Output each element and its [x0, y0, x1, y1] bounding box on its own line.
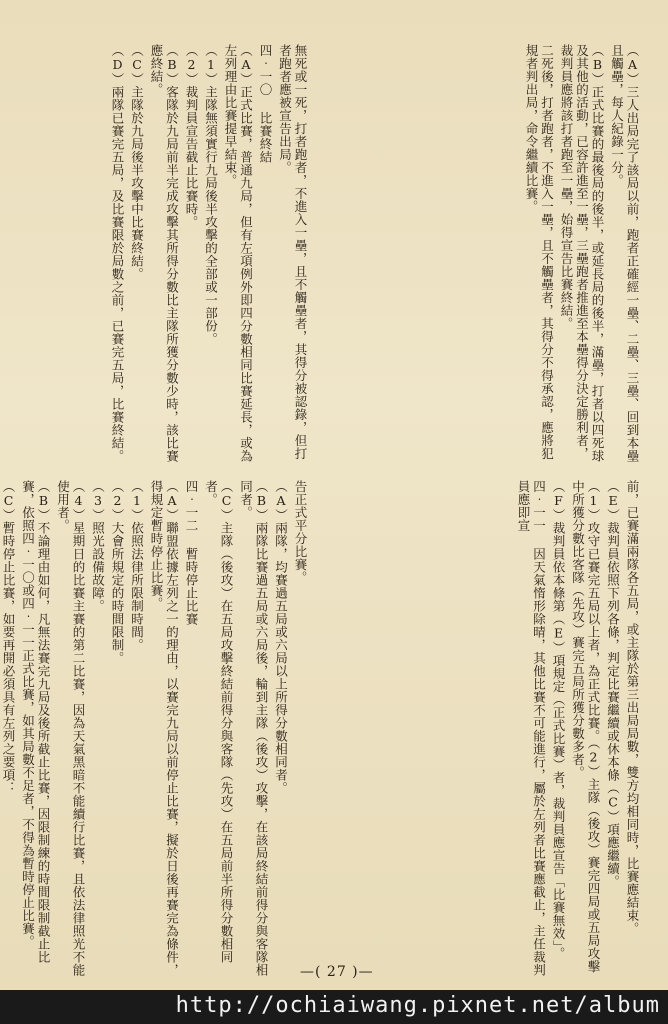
paragraph: （A）聯盟依據左列之一的理由，以賽完九局以前停止比賽，擬於日後再賽完為條件，得規定暫時停止比賽。	[149, 480, 180, 977]
paragraph: 二死後，打者跑者，不進入一壘，且不觸壘者，其得分不得承認，應將犯規者判出局，命令繼續比賽。	[524, 44, 555, 460]
paragraph: （B）兩隊比賽過五局或六局後，輪到主隊（後攻）攻擊，在該局終結前得分與客隊相同者。	[238, 480, 269, 977]
page-number: —( 27 )—	[300, 964, 374, 980]
paragraph: （1）依照法律所限制時間。	[129, 480, 145, 652]
paragraph: （E）裁判員依照下列各條，判定比賽繼續或休本條（C）項應繼續。	[605, 480, 621, 888]
paragraph: （2）大會所規定的時間限制。	[110, 480, 125, 665]
paragraph: （A）三人出局完了該局以前，跑者正確經一壘、二壘、三壘、回到本壘且觸壘，每人紀錄一分。	[609, 44, 640, 463]
text-block-bottom-left	[1, 480, 308, 980]
paragraph: （3）照光設備故障。	[90, 480, 106, 613]
paragraph: （4）星期日的比賽主賽的第二比賽，因為天氣黑暗不能續行比賽，且依法律照光不能使用者。	[55, 480, 86, 977]
paragraph: 前，已賽滿兩隊各五局，或主隊於第三出局局數，雙方均相同時，比賽應結束。	[625, 480, 640, 935]
paragraph: （1）攻守已賽完五局以上者，為正式比賽。（2）主隊（後攻）賽完四局或五局攻擊中所獲分數比客隊（先攻）賽完五局所獲分數多者。	[570, 480, 601, 973]
paragraph: （C）主隊（後攻）在五局攻擊終結前得分與客隊（先攻）在五局前半所得分數相同者。	[203, 480, 234, 964]
watermark-url	[0, 993, 668, 1018]
section-heading: 四‧一〇 比賽終結	[258, 44, 273, 164]
section-heading: 四‧一一 因天氣惰形除晴，其他比賽不可能進行，屬於左列者比賽應截止，主任裁判員應即宣	[516, 480, 547, 977]
watermark-text: http://ochiaiwang.pixnet.net/album	[175, 993, 660, 1018]
section-heading: 四‧一二 暫時停止比賽	[184, 480, 199, 626]
paragraph: 告正式平分比賽。	[293, 480, 308, 584]
paragraph: （B）不論理由如何，凡無法賽完九局及後所截止比賽，因限制練的時間限制截止比賽，依照四‧一〇或四‧一一正式比賽，如其局數不足者，不得為暫時停止比賽。	[20, 480, 51, 964]
paragraph: （C）暫時停止比賽，如要再開必須具有左列之要項：	[1, 480, 16, 795]
paragraph: （1）主隊無須實行九局後半攻擊的全部或一部份。	[203, 44, 219, 346]
paragraph: （B）客隊於九局前半完成攻擊其所得分數比主隊所獲分數少時，該比賽應終結。	[149, 44, 180, 463]
text-block-bottom-right	[368, 480, 640, 980]
paragraph: （2）裁判員宣告截止比賽時。	[184, 44, 199, 229]
text-block-top-right	[368, 44, 640, 464]
text-block-top-left	[36, 44, 308, 464]
paragraph: （C）主隊於九局後半攻擊中比賽終結。	[129, 44, 145, 281]
paragraph: （A）兩隊，均賽過五局或六局以上所得分數相同者。	[273, 480, 289, 795]
paragraph: 無死或一死，打者跑者，不進入一壘，且不觸壘者，其得分被認錄，但打者跑者應被宣告出局。	[277, 44, 308, 460]
paragraph: （D）兩隊已賽完五局，及比賽限於局數之前，已賽完五局，比賽終結。	[110, 44, 125, 463]
paragraph: （A）正式比賽，普通九局，但有左項例外即四分數相同比賽延長，或為左列理由比賽提早結束。	[223, 44, 254, 463]
paragraph: （F）裁判員依本條第（E）項規定（正式比賽）者，裁判員應宣告「比賽無效」。	[551, 480, 566, 960]
paragraph: （B）正式比賽的最後局的後半，或延長局的後半，滿壘，打者以四死球及其他的活動，已容許進至一壘，三壘跑者推進至本壘得分決定勝利者，裁判員應將該打者跑至一壘，始得宣告比賽終結。	[559, 44, 605, 463]
